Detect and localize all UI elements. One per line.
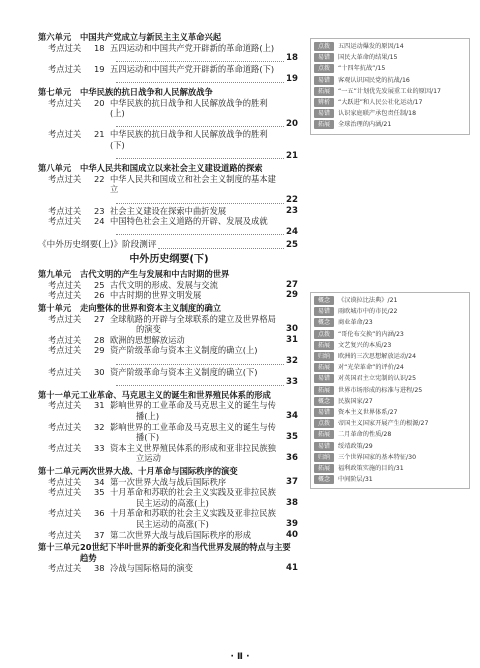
leader-row (38, 227, 300, 238)
section-label: 考点过关 (48, 508, 82, 519)
section-number: 22 (94, 173, 105, 184)
section-entry (38, 367, 300, 378)
table-of-contents (38, 30, 300, 574)
section-entry (38, 508, 300, 519)
tip-tag: 归纳 (314, 352, 334, 361)
unit-label: 第十三单元 (38, 542, 80, 553)
leader-dots (116, 203, 284, 204)
unit-title: 古代文明的产生与发展和中古时期的世界 (80, 269, 230, 280)
tip-tag: 点拨 (314, 42, 334, 51)
tip-text: 资本主义世界体系/27 (338, 409, 398, 417)
tip-text: 《汉谟拉比法典》/21 (338, 297, 398, 304)
page-ref: 38 (286, 497, 298, 508)
tip-text: 五四运动爆发的原因/14 (338, 43, 404, 50)
page-ref: 29 (286, 290, 298, 301)
section-title-line: 播(下) (136, 432, 160, 443)
section-entry-continued (38, 324, 300, 335)
section-entry-continued (38, 411, 300, 422)
section-label: 考点过关 (48, 442, 82, 453)
leader-row (38, 195, 300, 206)
page-ref: 19 (286, 74, 298, 85)
unit-heading (38, 303, 300, 314)
tips-box-lower (310, 292, 470, 489)
leader-row (38, 119, 300, 130)
tip-tag: 拓展 (314, 341, 334, 350)
unit-heading (38, 542, 300, 563)
leader-dots (116, 126, 284, 127)
section-number: 28 (94, 334, 105, 345)
tip-item (314, 76, 466, 85)
tip-tag: 拓展 (314, 430, 334, 439)
section-entry-continued (38, 498, 300, 509)
page-ref: 23 (286, 205, 298, 216)
section-entry (38, 98, 300, 119)
section-title: 社会主义建设在探索中曲折发展 (110, 205, 227, 216)
unit-title: 20世纪下半叶世界的新变化和当代世界发展的特点与主要趋势 (80, 542, 291, 563)
tip-item (314, 42, 466, 51)
tip-text: 认识家庭联产承包责任制/18 (338, 110, 417, 118)
section-number: 35 (94, 487, 105, 498)
section-entry (38, 400, 300, 411)
leader-row (38, 356, 300, 367)
section-label: 考点过关 (48, 216, 82, 227)
section-title: 欧洲的思想解放运动 (110, 334, 185, 345)
leader-dots (116, 385, 284, 386)
tip-text: “十四年抗战”/15 (338, 65, 386, 73)
tip-item (314, 87, 466, 96)
tip-tag: 概念 (314, 397, 334, 406)
leader-dots (116, 364, 284, 365)
tip-tag: 易错 (314, 76, 334, 85)
section-number: 25 (94, 279, 105, 290)
tip-tag: 易错 (314, 109, 334, 118)
section-number: 26 (94, 290, 105, 301)
unit-label: 第十二单元 (38, 465, 80, 476)
tip-tag: 拓展 (314, 363, 334, 372)
section-number: 31 (94, 400, 105, 411)
unit-title: 中华人民共和国成立以来社会主义建设道路的探索 (80, 163, 263, 174)
tip-tag: 点拨 (314, 64, 334, 73)
section-number: 29 (94, 345, 105, 356)
tip-tag: 拓展 (314, 120, 334, 129)
tip-item (314, 453, 466, 462)
tip-text: 绥靖政策/29 (338, 442, 373, 450)
section-label: 考点过关 (48, 129, 82, 140)
tip-item (314, 318, 466, 327)
page-ref: 30 (286, 324, 298, 335)
stage-test-label: 《中外历史纲要(上)》阶段测评 (38, 240, 157, 251)
leader-row (38, 74, 300, 85)
leader-dots (158, 248, 284, 249)
section-number: 33 (94, 442, 105, 453)
section-label: 考点过关 (48, 173, 82, 184)
section-number: 38 (94, 563, 105, 574)
tip-text: 国民大革命的结果/15 (338, 54, 398, 62)
tip-item (314, 475, 466, 484)
book-title: 中外历史纲要(下) (129, 254, 209, 266)
section-number: 32 (94, 421, 105, 432)
page-ref: 20 (286, 118, 298, 129)
page-ref: 35 (286, 432, 298, 443)
section-number: 36 (94, 508, 105, 519)
tip-tag: 点拨 (314, 330, 334, 339)
section-entry (38, 487, 300, 498)
section-title: 中古时期的世界文明发展 (110, 290, 202, 301)
tip-text: 民族国家/27 (338, 397, 373, 405)
section-label: 考点过关 (48, 290, 82, 301)
tip-item (314, 374, 466, 383)
tip-text: 雨欧城市中的市民/22 (338, 308, 398, 316)
tip-item (314, 386, 466, 395)
unit-title: 走向整体的世界和资本主义制度的确立 (80, 303, 222, 314)
section-label: 考点过关 (48, 421, 82, 432)
tip-text: 三个世界国家的基本特征/30 (338, 453, 417, 461)
section-number: 19 (94, 63, 105, 74)
section-entry (38, 206, 300, 217)
stage-test (38, 239, 300, 251)
section-label: 考点过关 (48, 42, 82, 53)
leader-dots (116, 234, 284, 235)
tip-item (314, 352, 466, 361)
leader-row (38, 377, 300, 388)
section-entry (38, 335, 300, 346)
section-entry (38, 129, 300, 150)
section-title: 资产阶级革命与资本主义制度的确立(下) (110, 366, 258, 377)
section-entry (38, 43, 300, 54)
page-ref: 24 (286, 226, 298, 237)
section-title: 五四运动和中国共产党开辟新的革命道路(下) (110, 63, 275, 74)
unit-heading (38, 390, 300, 401)
section-entry-continued (38, 453, 300, 464)
section-title: 影响世界的工业革命及马克思主义的诞生与传 (110, 400, 276, 411)
section-title: 十月革命和苏联的社会主义实践及亚非拉民族 (110, 508, 276, 519)
page-ref: 22 (286, 194, 298, 205)
tip-text: 中间阶层/31 (338, 476, 373, 484)
tip-text: 福利政策实施的目的/31 (338, 465, 404, 473)
section-entry (38, 563, 300, 574)
tip-tag: 概念 (314, 318, 334, 327)
section-label: 考点过关 (48, 476, 82, 487)
section-title: 中华民族的抗日战争和人民解放战争的胜利(下) (110, 129, 268, 150)
section-number: 30 (94, 366, 105, 377)
tip-tag: 拓展 (314, 87, 334, 96)
section-entry-continued (38, 432, 300, 443)
section-title-line: 民主运动的高涨(上) (136, 497, 209, 508)
tip-tag: 拓展 (314, 386, 334, 395)
tip-item (314, 296, 466, 305)
tip-text: 文艺复兴的本质/23 (338, 341, 392, 349)
page-ref: 33 (286, 377, 298, 388)
section-label: 考点过关 (48, 63, 82, 74)
section-title: 十月革命和苏联的社会主义实践及亚非拉民族 (110, 487, 276, 498)
tip-item (314, 341, 466, 350)
section-title: 第二次世界大战与战后国际秩序的形成 (110, 529, 252, 540)
tip-item (314, 442, 466, 451)
section-label: 考点过关 (48, 487, 82, 498)
page-ref: 37 (286, 476, 298, 487)
tip-tag: 易错 (314, 442, 334, 451)
section-entry (38, 280, 300, 291)
section-number: 24 (94, 216, 105, 227)
unit-title: 中华民族的抗日战争和人民解放战争 (80, 86, 213, 97)
tip-tag: 易错 (314, 408, 334, 417)
section-label: 考点过关 (48, 400, 82, 411)
section-number: 23 (94, 205, 105, 216)
tip-tag: 易错 (314, 307, 334, 316)
tip-text: 欧洲的三次思想解放运动/24 (338, 353, 417, 361)
tip-item (314, 53, 466, 62)
tip-item (314, 109, 466, 118)
leader-row (38, 151, 300, 162)
tip-item (314, 430, 466, 439)
unit-title: 两次世界大战、十月革命与国际秩序的演变 (80, 465, 238, 476)
section-label: 考点过关 (48, 97, 82, 108)
tip-text: 对“光荣革命”的评价/24 (338, 364, 404, 372)
unit-label: 第十单元 (38, 303, 72, 314)
page-ref: 31 (286, 334, 298, 345)
tip-item (314, 307, 466, 316)
section-label: 考点过关 (48, 313, 82, 324)
unit-heading (38, 87, 300, 98)
section-title: 资本主义世界殖民体系的形成和亚非拉民族独 (110, 442, 276, 453)
section-title-line: 立运动 (136, 453, 161, 464)
tip-text: 世界市场形成的标准与进程/25 (338, 386, 423, 394)
unit-heading (38, 466, 300, 477)
section-title: 第一次世界大战与战后国际秩序 (110, 476, 227, 487)
page-ref: 32 (286, 356, 298, 367)
section-label: 考点过关 (48, 529, 82, 540)
section-title-line: 播(上) (136, 411, 160, 421)
tip-tag: 拓展 (314, 464, 334, 473)
section-entry (38, 290, 300, 301)
unit-label: 第十一单元 (38, 389, 80, 400)
section-title: 中华人民共和国成立和社会主义制度的基本建立 (110, 173, 276, 195)
unit-heading (38, 269, 300, 280)
unit-label: 第六单元 (38, 32, 72, 42)
section-entry (38, 64, 300, 75)
tip-tag: 点拨 (314, 419, 334, 428)
tip-item (314, 330, 466, 339)
section-entry (38, 314, 300, 325)
tip-item (314, 408, 466, 417)
tip-text: 对英国君主立宪制的认识/25 (338, 375, 417, 383)
leader-dots (116, 158, 284, 159)
section-title: 中华民族的抗日战争和人民解放战争的胜利(上) (110, 97, 268, 119)
tip-text: 商业革命/23 (338, 319, 373, 327)
section-title: 资产阶级革命与资本主义制度的确立(上) (110, 345, 258, 356)
page-ref: 18 (286, 53, 298, 64)
page-ref: 27 (286, 279, 298, 290)
section-label: 考点过关 (48, 205, 82, 216)
unit-title: 中国共产党成立与新民主主义革命兴起 (80, 32, 222, 42)
tip-text: 全球治理的内涵/21 (338, 121, 392, 129)
tip-item (314, 98, 466, 107)
section-entry-continued (38, 519, 300, 530)
section-title: 全球航路的开辟与全球联系的建立及世界格局 (110, 313, 276, 324)
section-entry (38, 422, 300, 433)
tip-item (314, 419, 466, 428)
page-ref: 41 (286, 563, 298, 574)
page-ref: 40 (286, 529, 298, 540)
page-ref: 21 (286, 150, 298, 161)
section-entry (38, 530, 300, 541)
unit-label: 第七单元 (38, 86, 72, 97)
page-ref: 39 (286, 518, 298, 529)
section-title-line: 民主运动的高涨(下) (136, 518, 209, 529)
tip-item (314, 397, 466, 406)
page-number: · Ⅱ · (230, 652, 250, 662)
tip-text: “大跃进”和人民公社化运动/17 (338, 99, 423, 107)
tip-tag: 易错 (314, 374, 334, 383)
unit-heading (38, 32, 300, 43)
section-title: 影响世界的工业革命及马克思主义的诞生与传 (110, 421, 276, 432)
unit-label: 第八单元 (38, 163, 72, 174)
section-number: 37 (94, 529, 105, 540)
leader-row (38, 53, 300, 64)
section-number: 27 (94, 313, 105, 324)
tip-text: 客观认识国民党的抗战/16 (338, 76, 410, 84)
section-entry (38, 174, 300, 195)
section-label: 考点过关 (48, 334, 82, 345)
tip-item (314, 363, 466, 372)
section-label: 考点过关 (48, 563, 82, 574)
section-entry (38, 345, 300, 356)
tip-tag: 概念 (314, 296, 334, 305)
unit-label: 第九单元 (38, 269, 72, 280)
page-ref: 34 (286, 411, 298, 421)
section-entry (38, 443, 300, 454)
section-number: 21 (94, 129, 105, 140)
section-entry (38, 477, 300, 488)
tip-text: “哥伦布交换”的内涵/23 (338, 330, 404, 338)
section-label: 考点过关 (48, 366, 82, 377)
tip-tag: 归纳 (314, 453, 334, 462)
section-title: 冷战与国际格局的演变 (110, 563, 193, 574)
unit-title: 工业革命、马克思主义的诞生和世界殖民体系的形成 (80, 389, 271, 400)
tip-item (314, 120, 466, 129)
unit-heading (38, 163, 300, 174)
page-ref: 36 (286, 453, 298, 464)
tip-text: 二月革命的性质/28 (338, 431, 392, 439)
tips-box-upper (310, 38, 470, 135)
section-number: 20 (94, 97, 105, 108)
tip-tag: 辨析 (314, 98, 334, 107)
tip-item (314, 64, 466, 73)
leader-dots (116, 82, 284, 83)
section-number: 34 (94, 476, 105, 487)
tip-text: “一五”计划优先发展重工业的原因/17 (338, 87, 441, 95)
leader-dots (116, 61, 284, 62)
section-title: 五四运动和中国共产党开辟新的革命道路(上) (110, 42, 275, 53)
section-title: 中国特色社会主义道路的开辟、发展及成就 (110, 216, 268, 227)
section-number: 18 (94, 42, 105, 53)
section-title: 古代文明的形成、发展与交流 (110, 279, 218, 290)
page-ref: 25 (286, 240, 298, 251)
section-title-line: 的演变 (136, 324, 161, 335)
tip-tag: 概念 (314, 475, 334, 484)
tip-item (314, 464, 466, 473)
tip-tag: 易错 (314, 53, 334, 62)
section-entry (38, 216, 300, 227)
section-label: 考点过关 (48, 279, 82, 290)
tip-text: 帝国主义国家开展产生的根源/27 (338, 420, 429, 428)
section-label: 考点过关 (48, 345, 82, 356)
